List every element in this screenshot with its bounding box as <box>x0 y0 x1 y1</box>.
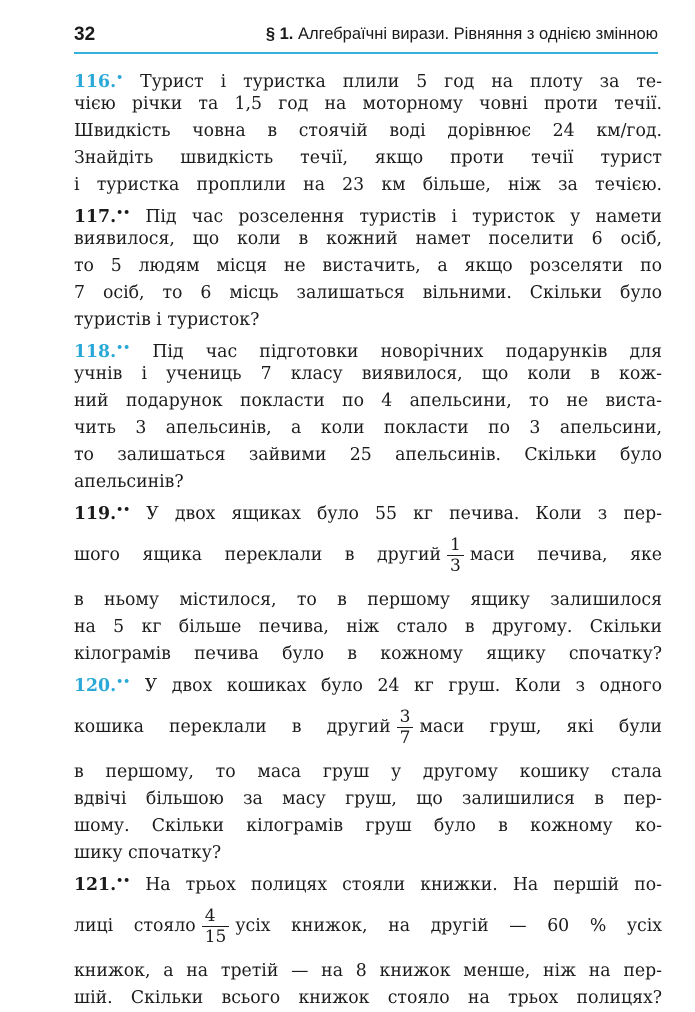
fraction <box>202 906 230 947</box>
problem-line: Знайдіть швидкість течії, якщо проти течії турист <box>74 148 662 168</box>
difficulty-mark: •• <box>116 206 131 219</box>
problem-117 <box>74 199 662 334</box>
problem-line: книжок, а на третій — на 8 книжок менше, ніж на пер- <box>74 961 662 981</box>
problem-line: туристів і туристок? <box>74 310 260 330</box>
problem-line: шому. Скільки кілограмів груш було в кожному ко- <box>74 816 662 836</box>
problem-119 <box>74 496 662 668</box>
fraction-denominator: 7 <box>399 728 411 748</box>
problem-121 <box>74 867 662 1012</box>
problem-line: на 5 кг більше печива, ніж стало в другому. Скільки <box>74 617 662 637</box>
problem-line: 117.•• Під час розселення туристів і туристок у намети <box>74 206 662 227</box>
problem-number: 120.•• <box>74 675 131 696</box>
problem-line: в ньому містилося, то в першому ящику залишилося <box>74 590 662 610</box>
problem-line: ний подарунок покласти по 4 апельсини, то не виста- <box>74 391 662 411</box>
difficulty-mark: •• <box>116 503 131 516</box>
problem-line: виявилося, що коли в кожний намет поселити 6 осіб, <box>74 229 662 249</box>
problem-line: 119.•• У двох ящиках було 55 кг печива. Коли з пер- <box>74 503 662 524</box>
problem-number: 116.• <box>74 71 124 92</box>
problem-number: 119.•• <box>74 503 131 524</box>
problem-line: чить 3 апельсинів, а коли покласти по 3 апельсини, <box>74 418 662 438</box>
problem-line: вдвічі більшою за масу груш, що залишилися в пер- <box>74 789 662 809</box>
problem-line: чією річки та 1,5 год на моторному човні проти течії. <box>74 94 662 114</box>
problem-line-with-fraction: кошика переклали в другий $\frac{3}{7}$ маси груш, які були <box>74 707 662 748</box>
fraction-numerator: 3 <box>397 707 414 728</box>
difficulty-mark: • <box>116 71 124 84</box>
fraction <box>447 535 464 576</box>
section-title <box>266 25 658 44</box>
page-number: 32 <box>74 24 96 45</box>
problem-line: в першому, то маса груш у другому кошику стала <box>74 762 662 782</box>
problem-line: кілограмів печива було в кожному ящику спочатку? <box>74 644 662 664</box>
section-mark: § 1. <box>265 25 294 43</box>
problem-line: учнів і учениць 7 класу виявилося, що коли в кож- <box>74 364 662 384</box>
problem-line: Швидкість човна в стоячій воді дорівнює 24 км/год. <box>74 121 662 141</box>
problem-line: апельсинів? <box>74 472 184 492</box>
problem-line: і туристка проплили на 23 км більше, ніж за течією. <box>74 175 662 195</box>
fraction-numerator: 1 <box>447 535 464 556</box>
problem-line-with-fraction: лиці стояло $\frac{4}{15}$ усіх книжок, на другій — 60 % усіх <box>74 906 663 947</box>
problem-number: 118.•• <box>74 341 131 362</box>
page-header <box>74 20 658 54</box>
problem-118 <box>74 334 662 496</box>
problem-line: шику спочатку? <box>74 843 222 863</box>
fraction <box>397 707 414 748</box>
problem-line: шій. Скільки всього книжок стояло на трьох полицях? <box>74 988 662 1008</box>
section-title-text: Алгебраїчні вирази. Рівняння з однією змінною <box>293 25 658 43</box>
fraction-denominator: 3 <box>450 556 461 576</box>
problems-list <box>74 64 662 1012</box>
problem-line: 118.•• Під час підготовки новорічних подарунків для <box>74 341 662 362</box>
fraction-numerator: 4 <box>202 906 230 927</box>
problem-number: 117.•• <box>74 206 131 227</box>
problem-line: 121.•• На трьох полицях стояли книжки. На першій по- <box>74 874 662 895</box>
difficulty-mark: •• <box>116 341 131 354</box>
problem-line: 116.• Турист і туристка плили 5 год на плоту за те- <box>74 71 662 92</box>
problem-line-with-fraction: шого ящика переклали в другий $\frac{1}{3}$ маси печива, яке <box>74 535 662 576</box>
problem-120 <box>74 668 662 867</box>
difficulty-mark: •• <box>116 874 131 887</box>
problem-line: 7 осіб, то 6 місць залишаться вільними. Скільки було <box>74 283 662 303</box>
problem-line: то 5 людям місця не вистачить, а якщо розселяти по <box>74 256 662 276</box>
difficulty-mark: •• <box>116 675 131 688</box>
problem-116 <box>74 64 662 199</box>
fraction-denominator: 15 <box>204 927 227 947</box>
problem-number: 121.•• <box>74 874 131 895</box>
problem-line: то залишаться зайвими 25 апельсинів. Скільки було <box>74 445 662 465</box>
problem-line: 120.•• У двох кошиках було 24 кг груш. Коли з одного <box>74 675 662 696</box>
